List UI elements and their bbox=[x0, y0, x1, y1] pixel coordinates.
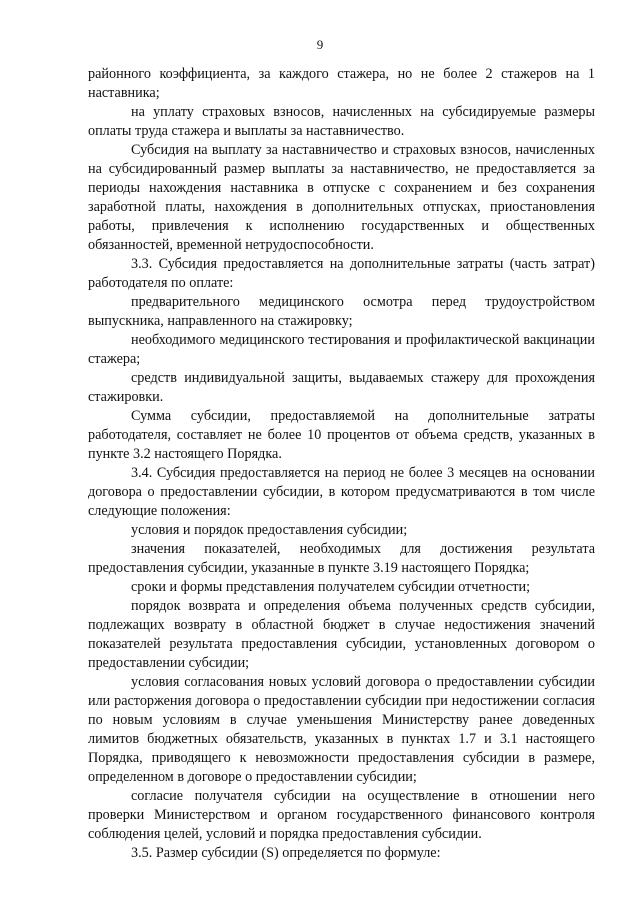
paragraph-12: сроки и формы представления получателем субсидии отчетности; bbox=[131, 579, 531, 595]
paragraph-3: Субсидия на выплату за наставничество и страховых взносов, начисленных на субсидированный размер выплаты за наставничество, не предоставляется за периоды нахождения наставника в отпуске с сохранением и без сохранения заработной платы, нахождения в дополнительных отпусках, приостановления работы, привлечения к исполнению государственных и общественных обязанностей, временной нетрудоспособности. bbox=[88, 142, 595, 253]
paragraph-11: значения показателей, необходимых для достижения результата предоставления субсидии, указанные в пункте 3.19 настоящего Порядка; bbox=[88, 541, 595, 576]
paragraph-7: средств индивидуальной защиты, выдаваемых стажеру для прохождения стажировки. bbox=[88, 370, 595, 405]
page-number: 9 bbox=[316, 37, 324, 52]
paragraph-2: на уплату страховых взносов, начисленных на субсидируемые размеры оплаты труда стажера и выплаты за наставничество. bbox=[88, 104, 595, 139]
paragraph-13: порядок возврата и определения объема полученных средств субсидии, подлежащих возврату в областной бюджет в случае недостижения значений показателей результата предоставления субсидии, установленных договором о предоставлении субсидии; bbox=[88, 598, 595, 671]
paragraph-1: районного коэффициента, за каждого стажера, но не более 2 стажеров на 1 наставника; bbox=[88, 66, 595, 101]
paragraph-5: предварительного медицинского осмотра перед трудоустройством выпускника, направленного на стажировку; bbox=[88, 294, 595, 329]
paragraph-15: согласие получателя субсидии на осуществление в отношении него проверки Министерством и органом государственного финансового контроля соблюдения целей, условий и порядка предоставления субсидии. bbox=[88, 788, 595, 842]
paragraph-4: 3.3. Субсидия предоставляется на дополнительные затраты (часть затрат) работодателя по оплате: bbox=[88, 256, 595, 291]
paragraph-14: условия согласования новых условий договора о предоставлении субсидии или расторжения договора о предоставлении субсидии при недостижении согласия по новым условиям в случае уменьшения Министерству ранее доведенных лимитов бюджетных обязательств, указанных в пунктах 1.7 и 3.1 настоящего Порядка, приводящего к невозможности предоставления субсидии в размере, определенном в договоре о предоставлении субсидии; bbox=[88, 674, 595, 785]
paragraph-9: 3.4. Субсидия предоставляется на период не более 3 месяцев на основании договора о предоставлении субсидии, в котором предусматриваются в том числе следующие положения: bbox=[88, 465, 595, 519]
paragraph-10: условия и порядок предоставления субсидии; bbox=[131, 522, 408, 538]
paragraph-6: необходимого медицинского тестирования и профилактической вакцинации стажера; bbox=[88, 332, 595, 367]
paragraph-16: 3.5. Размер субсидии (S) определяется по формуле: bbox=[131, 845, 441, 861]
document-body bbox=[88, 65, 595, 863]
paragraph-8: Сумма субсидии, предоставляемой на дополнительные затраты работодателя, составляет не более 10 процентов от объема средств, указанных в пункте 3.2 настоящего Порядка. bbox=[88, 408, 595, 462]
